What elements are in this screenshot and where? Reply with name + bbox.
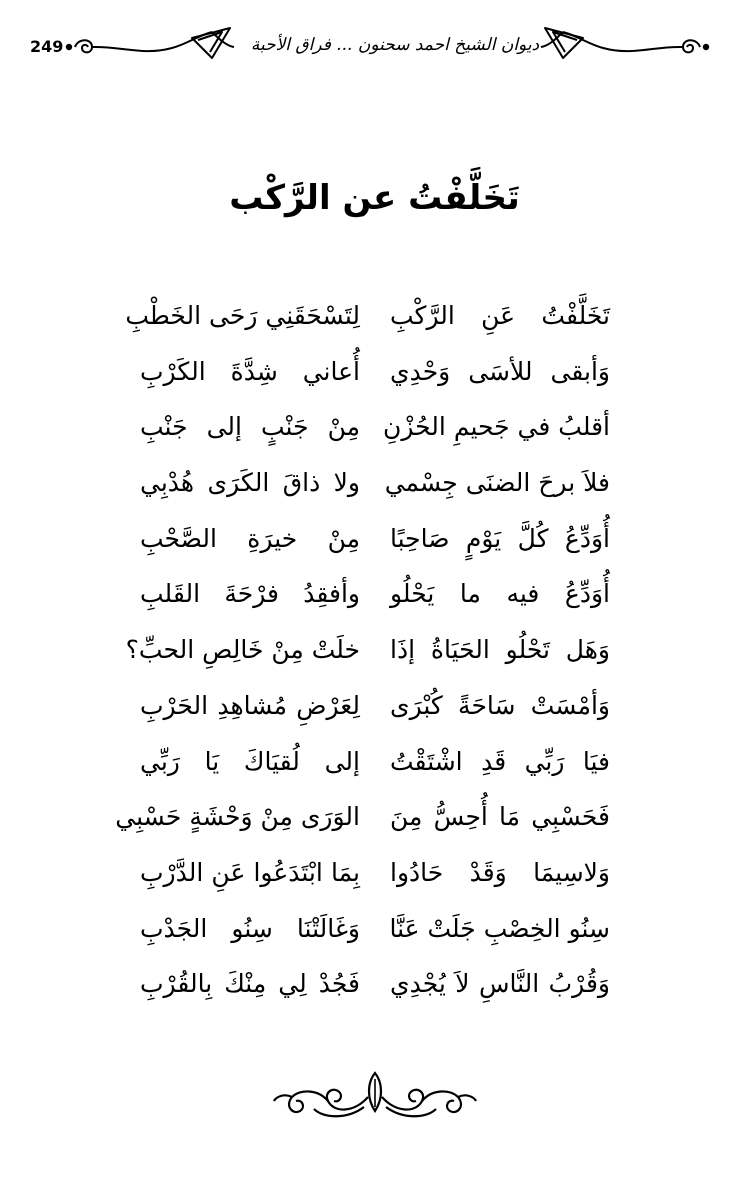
verse-first-hemistich: وَلاسِيمَا وَقَدْ حَادُوا <box>390 857 610 887</box>
verse-second-hemistich: وَغَالَتْنَا سِنُو الجَدْبِ <box>140 913 360 943</box>
verse <box>125 290 610 346</box>
verse-list <box>115 290 610 1014</box>
verse-second-hemistich: بِمَا ابْتَدَعُوا عَنِ الدَّرْبِ <box>140 857 360 887</box>
verse-first-hemistich: فيَا رَبِّي قَدِ اشْتَقْتُ <box>390 746 610 776</box>
verse-first-hemistich: وَهَل تَحْلُو الحَيَاةُ إذَا <box>390 635 610 665</box>
verse-second-hemistich: لِتَسْحَقَنِي رَحَى الخَطْبِ <box>125 301 360 330</box>
page-number: 249 <box>30 37 64 56</box>
verse <box>125 624 610 680</box>
verse-first-hemistich: أقلبُ في جَحيمِ الحُزْنِ <box>383 412 610 442</box>
verse-first-hemistich: وَأمْسَتْ سَاحَةً كُبْرَى <box>390 690 610 720</box>
verse-second-hemistich: مِنْ خيرَةِ الصَّحْبِ <box>140 523 360 553</box>
verse-first-hemistich: أُوَدِّعُ فيه ما يَحْلُو <box>390 579 610 609</box>
verse <box>140 847 610 903</box>
running-header <box>0 22 749 72</box>
running-title: ديوان الشيخ احمد سحنون ... فراق الأحبة <box>250 35 540 55</box>
closing-ornament-icon <box>268 1067 482 1127</box>
verse <box>140 346 610 402</box>
verse-first-hemistich: سِنُو الخِصْبِ جَلَتْ عَنَّا <box>389 913 610 943</box>
verse <box>140 958 610 1014</box>
verse <box>140 568 610 624</box>
verse-first-hemistich: أُوَدِّعُ كُلَّ يَوْمٍ صَاحِبًا <box>390 523 610 553</box>
verse-second-hemistich: الوَرَى مِنْ وَحْشَةٍ حَسْبِي <box>115 802 360 832</box>
verse-second-hemistich: ولا ذاقَ الكَرَى هُدْبِي <box>140 468 360 498</box>
verse-second-hemistich: مِنْ جَنْبٍ إلى جَنْبِ <box>140 412 360 442</box>
verse-first-hemistich: وَأبقى للأسَى وَحْدِي <box>390 356 610 386</box>
verse <box>140 680 610 736</box>
verse <box>140 457 610 513</box>
verse-first-hemistich: فلاَ برحَ الضنَى جِسْمي <box>384 468 610 498</box>
verse <box>140 736 610 792</box>
verse-second-hemistich: أُعاني شِدَّةَ الكَرْبِ <box>140 356 360 386</box>
verse-second-hemistich: وأفقِدُ فرْحَةَ القَلبِ <box>140 579 360 609</box>
verse <box>140 903 610 959</box>
verse <box>140 513 610 569</box>
verse-first-hemistich: تَخَلَّفْتُ عَنِ الرَّكْبِ <box>390 301 610 330</box>
verse-second-hemistich: إلى لُقيَاكَ يَا رَبِّي <box>140 746 360 776</box>
verse-first-hemistich: فَحَسْبِي مَا أُحِسُّ مِنَ <box>390 802 610 832</box>
verse-second-hemistich: لِعَرْضِ مُشاهِدِ الحَرْبِ <box>140 690 360 720</box>
flourish-ornament-left-icon <box>62 22 237 70</box>
flourish-ornament-right-icon <box>538 22 713 70</box>
verse <box>140 401 610 457</box>
verse-second-hemistich: فَجُدْ لِي مِنْكَ بِالقُرْبِ <box>140 969 360 999</box>
verse <box>115 791 610 847</box>
verse-first-hemistich: وَقُرْبُ النَّاسِ لاَ يُجْدِي <box>390 969 610 999</box>
poem-title: تَخَلَّفْتُ عن الرَّكْب <box>229 178 520 218</box>
verse-second-hemistich: خلَتْ مِنْ خَالِصِ الحبِّ؟ <box>125 635 360 665</box>
